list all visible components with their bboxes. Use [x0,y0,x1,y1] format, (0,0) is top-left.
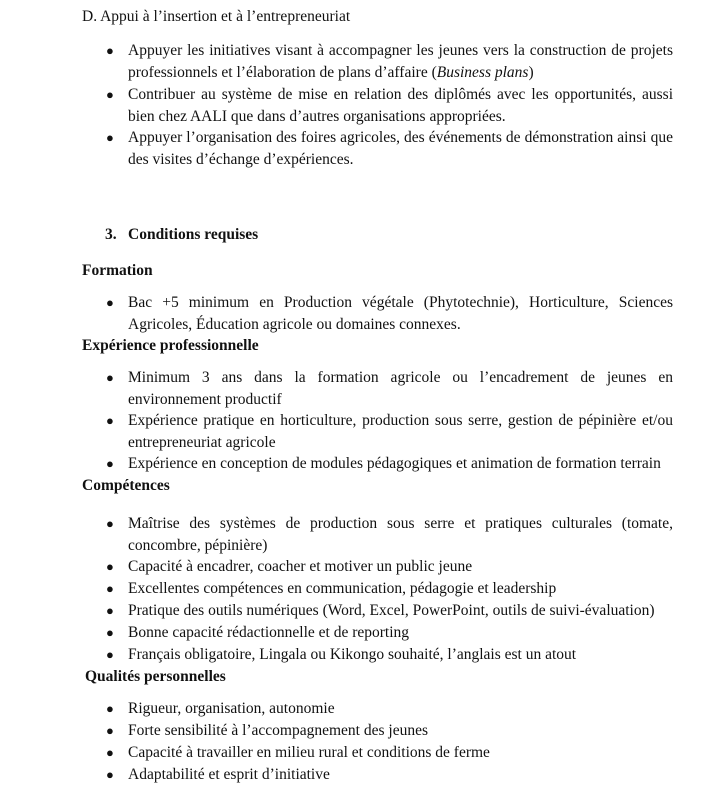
bullet-icon: ● [106,603,114,618]
list-item: Maîtrise des systèmes de production sous serre et pratiques culturales (tomate, concombre, pépinière) [128,515,673,554]
experience-heading: Expérience professionnelle [82,337,259,354]
bullet-icon: ● [106,456,114,471]
section-3-title: Conditions requises [128,226,259,243]
list-item: Expérience en conception de modules pédagogiques et animation de formation terrain [128,455,661,472]
bullet-icon: ● [106,581,114,596]
list-item: Capacité à travailler en milieu rural et conditions de ferme [128,744,490,761]
list-item: Français obligatoire, Lingala ou Kikongo souhaité, l’anglais est un atout [128,646,577,663]
bullet-icon: ● [106,767,114,782]
qualites-heading: Qualités personnelles [85,668,226,685]
list-item: Contribuer au système de mise en relation des diplômés avec les opportunités, aussi bien chez AALI que dans d’autres organisations appropriées. [128,86,673,125]
list-item: Capacité à encadrer, coacher et motiver un public jeune [128,558,473,575]
bullet-icon: ● [106,647,114,662]
bullet-icon: ● [106,625,114,640]
business-plans-term: Business plans [436,64,529,81]
bullet-icon: ● [106,723,114,738]
bullet-icon: ● [106,370,114,385]
bullet-icon: ● [106,745,114,760]
bullet-icon: ● [106,295,114,310]
list-item: Rigueur, organisation, autonomie [128,700,335,717]
bullet-icon: ● [106,130,114,145]
list-item: Appuyer les initiatives visant à accompagner les jeunes vers la construction de projets professionnels et l’élaboration de plans d’affaire (Business plans) [128,42,673,81]
list-item: Adaptabilité et esprit d’initiative [128,766,330,783]
list-item: Pratique des outils numériques (Word, Excel, PowerPoint, outils de suivi-évaluation) [128,602,655,619]
formation-heading: Formation [82,262,153,279]
section-3-number: 3. [105,226,117,243]
bullet-icon: ● [106,87,114,102]
list-item: Forte sensibilité à l’accompagnement des jeunes [128,722,429,739]
bullet-icon: ● [106,559,114,574]
list-item: Bac +5 minimum en Production végétale (Phytotechnie), Horticulture, Sciences Agricoles, Éducation agricole ou domaines connexes. [128,294,673,333]
list-item: Bonne capacité rédactionnelle et de reporting [128,624,410,641]
bullet-icon: ● [106,413,114,428]
list-item: Appuyer l’organisation des foires agricoles, des événements de démonstration ainsi que des visites d’échange d’expériences. [128,129,673,168]
bullet-icon: ● [106,516,114,531]
competences-heading: Compétences [82,477,170,494]
bullet-icon: ● [106,43,114,58]
list-item: Minimum 3 ans dans la formation agricole ou l’encadrement de jeunes en environnement productif [128,369,673,408]
bullet-icon: ● [106,701,114,716]
list-item: Expérience pratique en horticulture, production sous serre, gestion de pépinière et/ou entrepreneuriat agricole [128,412,673,451]
list-item: Excellentes compétences en communication, pédagogie et leadership [128,580,557,597]
section-d-title: D. Appui à l’insertion et à l’entrepreneuriat [82,8,351,25]
